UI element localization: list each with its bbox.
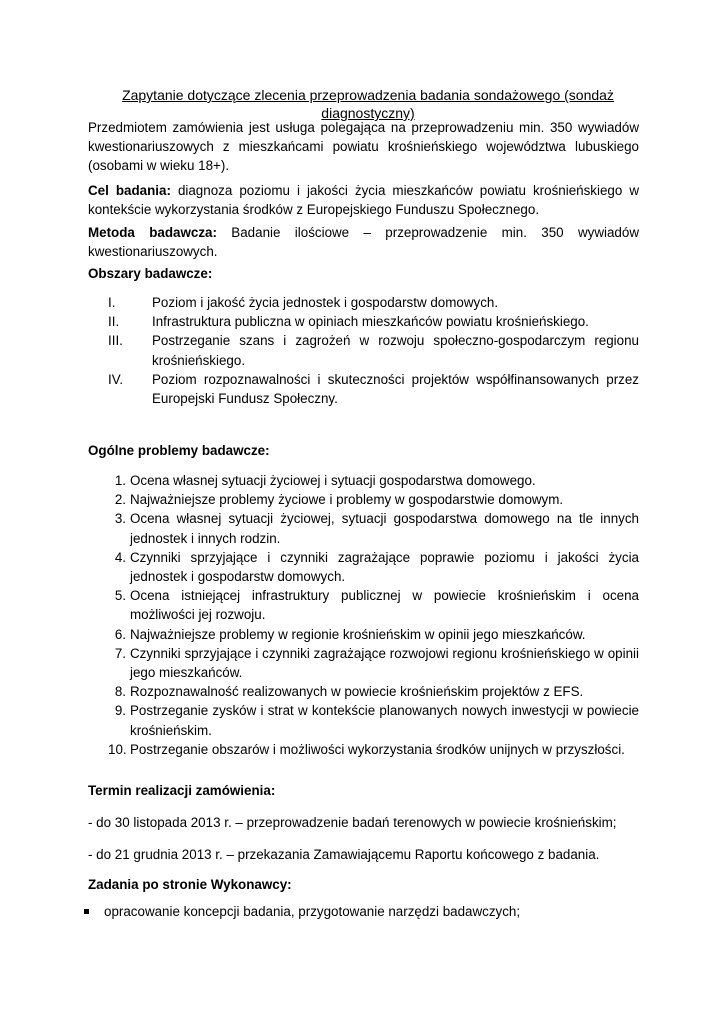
list-item <box>0 740 724 759</box>
list-marker: 8. <box>114 684 126 700</box>
list-item-text: Infrastruktura publiczna w opiniach mieszkańców powiatu krośnieńskiego. <box>152 314 589 330</box>
deadline-heading: Termin realizacji zamówienia: <box>88 783 276 798</box>
problems-heading: Ogólne problemy badawcze: <box>88 443 270 458</box>
goal-paragraph <box>88 181 639 219</box>
list-marker: IV. <box>108 371 124 387</box>
list-item-text: Postrzeganie obszarów i możliwości wykorzystania środków unijnych w przyszłości. <box>130 741 625 757</box>
list-marker: I. <box>108 295 116 310</box>
list-item-text: Czynniki sprzyjające i czynniki zagrażające poprawie poziomu i jakości życia jednostek i gospodarstw domowych. <box>130 549 639 585</box>
list-item <box>0 682 724 701</box>
list-marker: 2. <box>114 492 126 508</box>
list-marker: 10. <box>108 741 127 757</box>
list-marker: 3. <box>114 511 126 527</box>
list-item-text: Ocena własnej sytuacji życiowej i sytuacji gospodarstwa domowego. <box>130 473 536 488</box>
list-item-text: Ocena istniejącej infrastruktury publicznej w powiecie krośnieńskim i ocena możliwości jej rozwoju. <box>130 588 639 623</box>
list-item <box>0 548 724 586</box>
list-marker: 6. <box>114 626 126 642</box>
list-item-text: Postrzeganie szans i zagrożeń w rozwoju społeczno-gospodarczym regionu krośnieńskiego. <box>152 333 639 368</box>
list-item-text: Najważniejsze problemy życiowe i problemy w gospodarstwie domowym. <box>130 492 564 508</box>
list-item-text: Poziom i jakość życia jednostek i gospodarstw domowych. <box>152 295 499 310</box>
list-item <box>0 625 724 644</box>
list-item-text: Poziom rozpoznawalności i skuteczności projektów współfinansowanych przez Europejski Fundusz Społeczny. <box>152 371 639 407</box>
deadline-line-2: - do 21 grudnia 2013 r. – przekazania Zamawiającemu Raportu końcowego z badania. <box>88 847 600 862</box>
list-item-text: Najważniejsze problemy w regionie krośnieńskim w opinii jego mieszkańców. <box>130 626 586 642</box>
list-item <box>0 331 724 369</box>
list-item <box>0 509 724 547</box>
method-text: Badanie ilościowe – przeprowadzenie min. 350 wywiadów kwestionariuszowych. <box>88 225 639 260</box>
list-marker: 4. <box>114 549 126 565</box>
tasks-heading: Zadania po stronie Wykonawcy: <box>88 877 292 892</box>
list-item <box>0 586 724 624</box>
list-item <box>0 312 724 331</box>
list-item <box>0 370 724 408</box>
list-item <box>0 471 724 490</box>
list-marker: 9. <box>114 703 126 719</box>
intro-paragraph: Przedmiotem zamówienia jest usługa polegająca na przeprowadzeniu min. 350 wywiadów kwestionariuszowych z mieszkańcami powiatu krośnieńskiego województwa lubuskiego (osobami w wieku 18+). <box>88 120 639 174</box>
deadline-line-1: - do 30 listopada 2013 r. – przeprowadzenie badań terenowych w powiecie krośnieńskim; <box>88 815 617 830</box>
areas-heading: Obszary badawcze: <box>88 266 213 281</box>
list-item <box>0 293 724 312</box>
list-marker: 1. <box>114 473 126 488</box>
list-item <box>0 701 724 739</box>
list-marker: 7. <box>114 645 126 661</box>
areas-list <box>0 293 724 408</box>
document-title: Zapytanie dotyczące zlecenia przeprowadzenia badania sondażowego (sondaż diagnostyczny) <box>122 87 614 121</box>
list-item-text: opracowanie koncepcji badania, przygotowanie narzędzi badawczych; <box>104 904 521 919</box>
method-paragraph <box>88 223 639 261</box>
list-item-text: Czynniki sprzyjające i czynniki zagrażające rozwojowi regionu krośnieńskiego w opinii jego mieszkańców. <box>130 645 639 681</box>
problems-list <box>0 471 724 759</box>
list-item-text: Rozpoznawalność realizowanych w powiecie krośnieńskim projektów z EFS. <box>130 684 584 700</box>
list-item-text: Ocena własnej sytuacji życiowej, sytuacji gospodarstwa domowego na tle innych jednostek i innych rodzin. <box>130 511 639 546</box>
square-bullet-icon <box>84 909 89 914</box>
list-item <box>0 644 724 682</box>
list-item <box>0 490 724 509</box>
goal-label: Cel badania: <box>88 183 171 198</box>
goal-text: diagnoza poziomu i jakości życia mieszkańców powiatu krośnieńskiego w kontekście wykorzystania środków z Europejskiego Funduszu Społecznego. <box>88 183 639 218</box>
list-item-text: Postrzeganie zysków i strat w kontekście planowanych nowych inwestycji w powiecie krośnieńskim. <box>130 703 639 738</box>
method-label: Metoda badawcza: <box>88 225 217 240</box>
list-marker: II. <box>108 314 120 330</box>
list-marker: III. <box>108 333 123 349</box>
list-marker: 5. <box>114 588 126 604</box>
